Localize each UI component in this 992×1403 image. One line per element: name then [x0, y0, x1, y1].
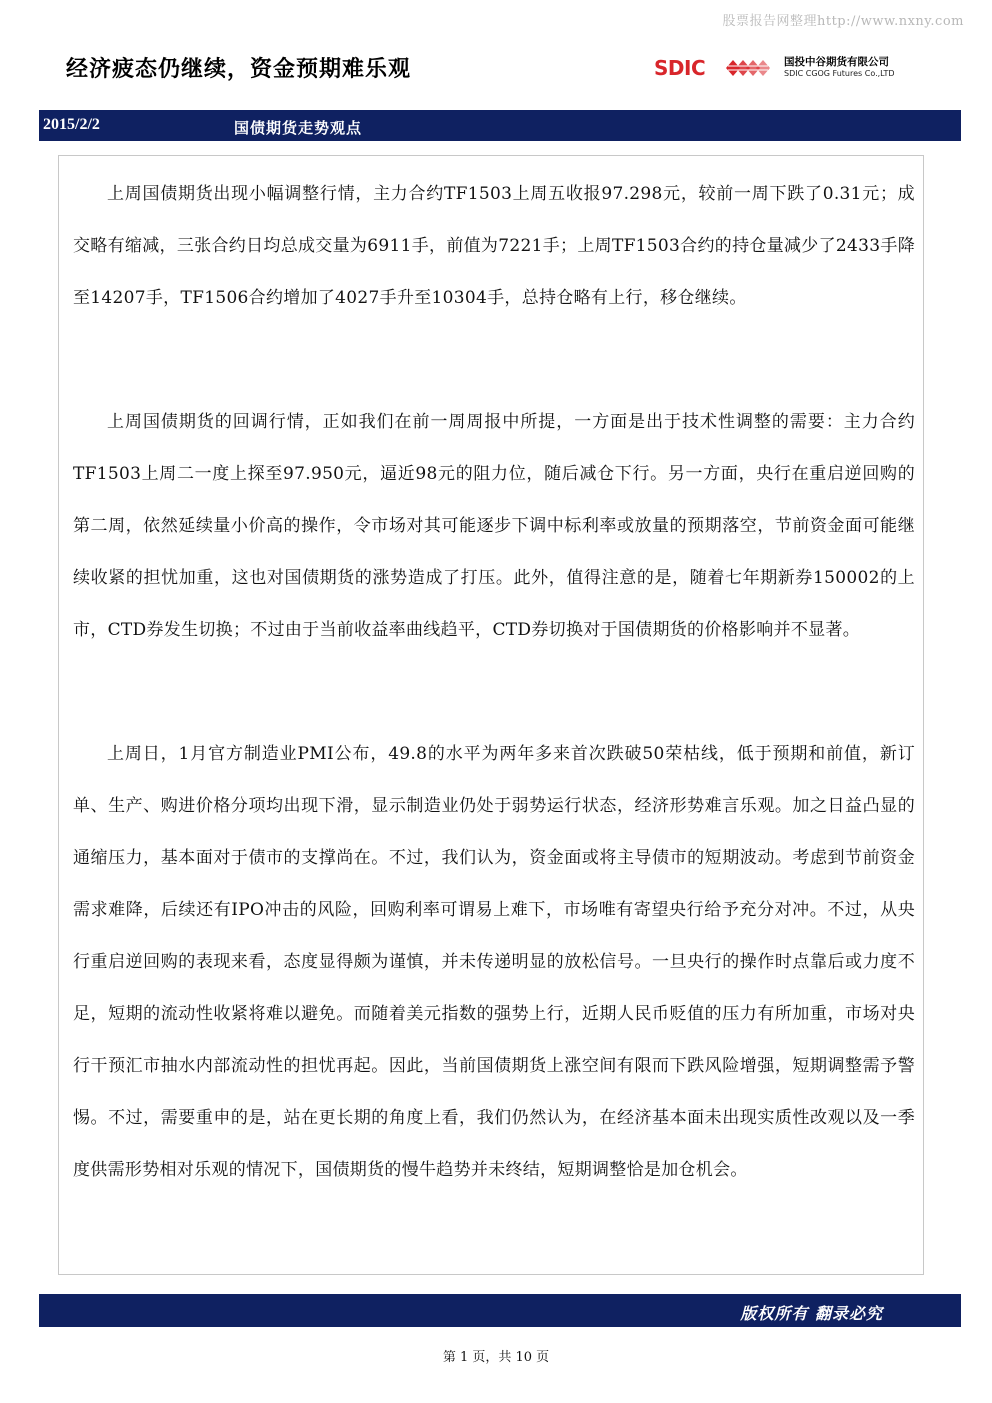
logo-diamond-icon — [722, 57, 778, 79]
body-paragraph-1: 上周国债期货出现小幅调整行情，主力合约TF1503上周五收报97.298元，较前一周下跌了0.31元；成交略有缩减，三张合约日均总成交量为6911手，前值为7221手；上周TF1503合约的持仓量减少了2433手降至14207手，TF1506合约增加了4027手升至10304手，总持仓略有上行，移仓继续。 — [73, 184, 915, 308]
logo-mark: SDIC — [654, 56, 706, 80]
watermark-text: 股票报告网整理http://www.nxny.com — [722, 14, 964, 29]
logo-company-cn: 国投中谷期货有限公司 — [784, 56, 889, 68]
section-title: 国债期货走势观点 — [234, 119, 363, 137]
header-bar — [39, 110, 961, 141]
copyright-notice: 版权所有 翻录必究 — [740, 1304, 883, 1323]
page-number: 第 1 页，共 10 页 — [442, 1350, 550, 1365]
body-paragraph-3: 上周日，1月官方制造业PMI公布，49.8的水平为两年多来首次跌破50荣枯线，低于预期和前值，新订单、生产、购进价格分项均出现下滑，显示制造业仍处于弱势运行状态，经济形势难言乐观。加之日益凸显的通缩压力，基本面对于债市的支撑尚在。不过，我们认为，资金面或将主导债市的短期波动。考虑到节前资金需求难降，后续还有IPO冲击的风险，回购利率可谓易上难下，市场唯有寄望央行给予充分对冲。不过，从央行重启逆回购的表现来看，态度显得颇为谨慎，并未传递明显的放松信号。一旦央行的操作时点靠后或力度不足，短期的流动性收紧将难以避免。而随着美元指数的强势上行，近期人民币贬值的压力有所加重，市场对央行干预汇市抽水内部流动性的担忧再起。因此，当前国债期货上涨空间有限而下跌风险增强，短期调整需予警惕。不过，需要重申的是，站在更长期的角度上看，我们仍然认为，在经济基本面未出现实质性改观以及一季度供需形势相对乐观的情况下，国债期货的慢牛趋势并未终结，短期调整恰是加仓机会。 — [73, 744, 915, 1180]
company-logo — [654, 54, 934, 84]
footer-bar — [39, 1294, 961, 1327]
body-paragraph-2: 上周国债期货的回调行情，正如我们在前一周周报中所提，一方面是出于技术性调整的需要：主力合约TF1503上周二一度上探至97.950元，逼近98元的阻力位，随后减仓下行。另一方面，央行在重启逆回购的第二周，依然延续量小价高的操作，令市场对其可能逐步下调中标利率或放量的预期落空，节前资金面可能继续收紧的担忧加重，这也对国债期货的涨势造成了打压。此外，值得注意的是，随着七年期新券150002的上市，CTD券发生切换；不过由于当前收益率曲线趋平，CTD券切换对于国债期货的价格影响并不显著。 — [73, 412, 915, 640]
logo-company-en: SDIC CGOG Futures Co.,LTD — [784, 69, 895, 78]
document-title: 经济疲态仍继续，资金预期难乐观 — [66, 56, 412, 82]
report-date: 2015/2/2 — [43, 116, 100, 133]
content-box — [58, 155, 924, 1275]
